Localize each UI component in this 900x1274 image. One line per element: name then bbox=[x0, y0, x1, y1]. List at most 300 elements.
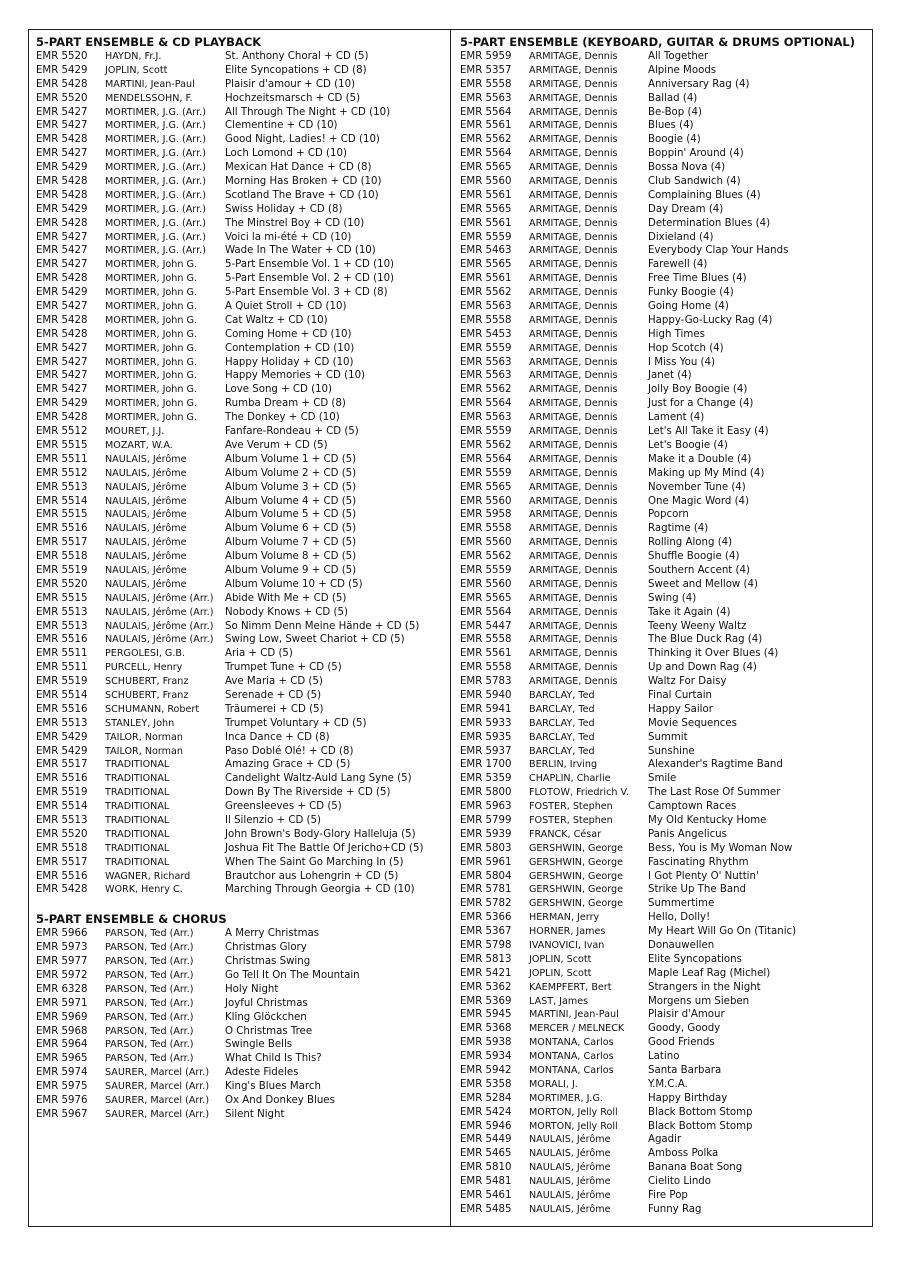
catalog-row bbox=[460, 1008, 868, 1022]
catalog-row bbox=[36, 661, 446, 675]
catalog-row bbox=[36, 550, 446, 564]
catalog-row bbox=[460, 1189, 868, 1203]
catalog-row bbox=[36, 703, 446, 717]
work-title: Final Curtain bbox=[648, 689, 712, 701]
work-title: Sunshine bbox=[648, 745, 695, 757]
composer-name: ARMITAGE, Dennis bbox=[529, 606, 618, 618]
work-title: Holy Night bbox=[225, 983, 279, 995]
work-title: Let's All Take it Easy (4) bbox=[648, 426, 769, 438]
composer-name: NAULAIS, Jérôme bbox=[529, 1148, 611, 1160]
catalog-row bbox=[460, 758, 868, 772]
composer-name: NAULAIS, Jérôme bbox=[105, 551, 187, 563]
catalog-code: EMR 5971 bbox=[36, 997, 88, 1009]
catalog-row bbox=[36, 495, 446, 509]
composer-name: ARMITAGE, Dennis bbox=[529, 481, 618, 493]
composer-name: NAULAIS, Jérôme bbox=[105, 537, 187, 549]
composer-name: ARMITAGE, Dennis bbox=[529, 370, 618, 382]
composer-name: NAULAIS, Jérôme bbox=[529, 1162, 611, 1174]
catalog-code: EMR 5559 bbox=[460, 342, 512, 354]
catalog-row bbox=[460, 661, 868, 675]
work-title: Träumerei + CD (5) bbox=[225, 703, 324, 715]
composer-name: NAULAIS, Jérôme bbox=[105, 509, 187, 521]
work-title: Love Song + CD (10) bbox=[225, 384, 333, 396]
catalog-code: EMR 5977 bbox=[36, 956, 88, 968]
work-title: Voici la mi-été + CD (10) bbox=[225, 231, 352, 243]
work-title: Christmas Swing bbox=[225, 956, 311, 968]
composer-name: SAURER, Marcel (Arr.) bbox=[105, 1081, 210, 1093]
catalog-code: EMR 5560 bbox=[460, 578, 512, 590]
catalog-code: EMR 5424 bbox=[460, 1106, 512, 1118]
catalog-code: EMR 5564 bbox=[460, 453, 512, 465]
catalog-row bbox=[460, 356, 868, 370]
catalog-code: EMR 5511 bbox=[36, 648, 88, 660]
catalog-code: EMR 5562 bbox=[460, 551, 512, 563]
work-title: Album Volume 7 + CD (5) bbox=[225, 537, 357, 549]
composer-name: PARSON, Ted (Arr.) bbox=[105, 1039, 194, 1051]
catalog-row bbox=[460, 967, 868, 981]
catalog-code: EMR 5935 bbox=[460, 731, 512, 743]
catalog-code: EMR 5362 bbox=[460, 981, 512, 993]
composer-name: BARCLAY, Ted bbox=[529, 717, 595, 729]
work-title: A Merry Christmas bbox=[225, 928, 320, 940]
work-title: Jolly Boy Boogie (4) bbox=[648, 384, 748, 396]
work-title: Silent Night bbox=[225, 1108, 285, 1120]
composer-name: ARMITAGE, Dennis bbox=[529, 217, 618, 229]
composer-name: MORTIMER, John G. bbox=[105, 342, 197, 354]
catalog-row bbox=[460, 383, 868, 397]
composer-name: ARMITAGE, Dennis bbox=[529, 148, 618, 160]
catalog-code: EMR 5561 bbox=[460, 273, 512, 285]
composer-name: NAULAIS, Jérôme bbox=[105, 523, 187, 535]
composer-name: ARMITAGE, Dennis bbox=[529, 245, 618, 257]
catalog-code: EMR 5564 bbox=[460, 106, 512, 118]
work-title: Joshua Fit The Battle Of Jericho+CD (5) bbox=[225, 842, 424, 854]
catalog-row bbox=[36, 522, 446, 536]
work-title: Paso Doblé Olé! + CD (8) bbox=[225, 745, 354, 757]
work-title: Go Tell It On The Mountain bbox=[225, 970, 360, 981]
composer-name: ARMITAGE, Dennis bbox=[529, 259, 618, 271]
work-title: Coming Home + CD (10) bbox=[225, 328, 352, 340]
composer-name: NAULAIS, Jérôme bbox=[529, 1190, 611, 1202]
work-title: Candelight Waltz-Auld Lang Syne (5) bbox=[225, 773, 412, 785]
composer-name: PARSON, Ted (Arr.) bbox=[105, 1025, 194, 1037]
composer-name: ARMITAGE, Dennis bbox=[529, 231, 618, 243]
catalog-row bbox=[36, 244, 446, 258]
work-title: Maple Leaf Rag (Michel) bbox=[648, 967, 771, 979]
catalog-code: EMR 5558 bbox=[460, 662, 512, 674]
catalog-code: EMR 5559 bbox=[460, 467, 512, 479]
work-title: Rumba Dream + CD (8) bbox=[225, 398, 346, 410]
composer-name: SCHUBERT, Franz bbox=[105, 689, 189, 701]
catalog-code: EMR 5519 bbox=[36, 787, 88, 799]
work-title: The Donkey + CD (10) bbox=[225, 412, 340, 424]
catalog-row bbox=[36, 1011, 446, 1025]
work-title: Cielito Lindo bbox=[648, 1176, 712, 1188]
catalog-row bbox=[36, 300, 446, 314]
catalog-row bbox=[36, 508, 446, 522]
catalog-row bbox=[36, 356, 446, 370]
catalog-row bbox=[460, 564, 868, 578]
catalog-row bbox=[460, 161, 868, 175]
work-title: Complaining Blues (4) bbox=[648, 189, 761, 201]
catalog-row bbox=[36, 731, 446, 745]
work-title: Bossa Nova (4) bbox=[648, 162, 726, 174]
catalog-code: EMR 5560 bbox=[460, 495, 512, 507]
work-title: Bess, You is My Woman Now bbox=[648, 842, 793, 854]
work-title: Fire Pop bbox=[648, 1190, 688, 1202]
work-title: Lament (4) bbox=[648, 412, 705, 424]
catalog-code: EMR 5958 bbox=[460, 509, 512, 521]
catalog-row bbox=[460, 481, 868, 495]
work-title: Just for a Change (4) bbox=[648, 398, 754, 410]
composer-name: MORTIMER, John G. bbox=[105, 287, 197, 299]
catalog-row bbox=[36, 161, 446, 175]
catalog-code: EMR 5563 bbox=[460, 412, 512, 424]
catalog-row bbox=[36, 314, 446, 328]
composer-name: CHAPLIN, Charlie bbox=[529, 773, 611, 785]
catalog-row bbox=[460, 50, 868, 64]
composer-name: ARMITAGE, Dennis bbox=[529, 314, 618, 326]
catalog-code: EMR 5485 bbox=[460, 1203, 512, 1215]
work-title: Clementine + CD (10) bbox=[225, 120, 338, 132]
catalog-row bbox=[460, 814, 868, 828]
catalog-row bbox=[460, 106, 868, 120]
composer-name: HERMAN, Jerry bbox=[529, 912, 600, 924]
composer-name: MORTIMER, J.G. (Arr.) bbox=[105, 231, 206, 243]
catalog-row bbox=[460, 342, 868, 356]
work-title: The Blue Duck Rag (4) bbox=[648, 634, 763, 646]
composer-name: ARMITAGE, Dennis bbox=[529, 564, 618, 576]
work-title: Trumpet Tune + CD (5) bbox=[225, 662, 342, 674]
catalog-row bbox=[36, 1080, 446, 1094]
catalog-row bbox=[460, 425, 868, 439]
catalog-code: EMR 5421 bbox=[460, 967, 512, 979]
catalog-code: EMR 5429 bbox=[36, 745, 88, 757]
work-title: Down By The Riverside + CD (5) bbox=[225, 787, 391, 799]
catalog-row bbox=[460, 1022, 868, 1036]
work-title: Farewell (4) bbox=[648, 259, 708, 271]
work-title: Amazing Grace + CD (5) bbox=[225, 759, 351, 771]
work-title: Good Friends bbox=[648, 1037, 715, 1049]
catalog-code: EMR 5516 bbox=[36, 523, 88, 535]
catalog-row bbox=[460, 244, 868, 258]
catalog-row bbox=[36, 633, 446, 647]
catalog-code: EMR 5563 bbox=[460, 370, 512, 382]
catalog-code: EMR 5565 bbox=[460, 592, 512, 604]
work-title: Morgens um Sieben bbox=[648, 995, 750, 1007]
catalog-row bbox=[36, 842, 446, 856]
catalog-code: EMR 5941 bbox=[460, 703, 512, 715]
catalog-code: EMR 5967 bbox=[36, 1108, 88, 1120]
work-title: Mexican Hat Dance + CD (8) bbox=[225, 162, 372, 174]
composer-name: ARMITAGE, Dennis bbox=[529, 134, 618, 146]
composer-name: NAULAIS, Jérôme (Arr.) bbox=[105, 592, 214, 604]
catalog-code: EMR 5961 bbox=[460, 856, 512, 868]
composer-name: TRADITIONAL bbox=[105, 801, 170, 813]
catalog-code: EMR 5463 bbox=[460, 245, 512, 257]
catalog-code: EMR 5520 bbox=[36, 828, 88, 840]
catalog-code: EMR 5357 bbox=[460, 64, 512, 76]
composer-name: MORTIMER, John G. bbox=[105, 314, 197, 326]
composer-name: ARMITAGE, Dennis bbox=[529, 412, 618, 424]
catalog-code: EMR 5565 bbox=[460, 259, 512, 271]
composer-name: MORTIMER, John G. bbox=[105, 301, 197, 313]
work-title: The Last Rose Of Summer bbox=[648, 787, 781, 799]
work-title: Album Volume 4 + CD (5) bbox=[225, 495, 357, 507]
catalog-row bbox=[460, 522, 868, 536]
composer-name: JOPLIN, Scott bbox=[529, 967, 592, 979]
composer-name: ARMITAGE, Dennis bbox=[529, 509, 618, 521]
work-title: Banana Boat Song bbox=[648, 1162, 743, 1174]
composer-name: FOSTER, Stephen bbox=[529, 814, 613, 826]
work-title: Camptown Races bbox=[648, 801, 737, 813]
catalog-code: EMR 5427 bbox=[36, 342, 88, 354]
work-title: Joyful Christmas bbox=[225, 997, 308, 1009]
catalog-row bbox=[36, 258, 446, 272]
composer-name: ARMITAGE, Dennis bbox=[529, 120, 618, 132]
work-title: Making up My Mind (4) bbox=[648, 467, 765, 479]
composer-name: WORK, Henry C. bbox=[105, 884, 183, 896]
work-title: Club Sandwich (4) bbox=[648, 176, 741, 188]
catalog-code: EMR 5782 bbox=[460, 898, 512, 910]
catalog-code: EMR 5428 bbox=[36, 134, 88, 146]
catalog-code: EMR 5813 bbox=[460, 953, 512, 965]
composer-name: NAULAIS, Jérôme bbox=[105, 453, 187, 465]
catalog-code: EMR 5427 bbox=[36, 370, 88, 382]
work-title: Fanfare-Rondeau + CD (5) bbox=[225, 426, 359, 438]
catalog-code: EMR 5562 bbox=[460, 384, 512, 396]
catalog-code: EMR 5427 bbox=[36, 259, 88, 271]
section-heading-chorus: 5-PART ENSEMBLE & CHORUS bbox=[36, 912, 227, 927]
work-title: Make it a Double (4) bbox=[648, 453, 752, 465]
catalog-code: EMR 5427 bbox=[36, 148, 88, 160]
composer-name: ARMITAGE, Dennis bbox=[529, 426, 618, 438]
work-title: Movie Sequences bbox=[648, 717, 737, 729]
catalog-row bbox=[36, 481, 446, 495]
catalog-row bbox=[460, 258, 868, 272]
catalog-code: EMR 5427 bbox=[36, 106, 88, 118]
catalog-row bbox=[36, 564, 446, 578]
catalog-code: EMR 5561 bbox=[460, 189, 512, 201]
composer-name: MORTIMER, John G. bbox=[105, 328, 197, 340]
work-title: Alpine Moods bbox=[648, 64, 717, 76]
work-title: Swing Low, Sweet Chariot + CD (5) bbox=[225, 634, 405, 646]
composer-name: TRADITIONAL bbox=[105, 759, 170, 771]
composer-name: NAULAIS, Jérôme bbox=[105, 467, 187, 479]
catalog-row bbox=[36, 786, 446, 800]
catalog-code: EMR 5429 bbox=[36, 162, 88, 174]
work-title: Santa Barbara bbox=[648, 1065, 722, 1077]
work-title: A Quiet Stroll + CD (10) bbox=[225, 301, 347, 313]
composer-name: NAULAIS, Jérôme (Arr.) bbox=[105, 606, 214, 618]
catalog-row bbox=[460, 133, 868, 147]
catalog-code: EMR 5447 bbox=[460, 620, 512, 632]
catalog-code: EMR 5519 bbox=[36, 564, 88, 576]
work-title: Album Volume 5 + CD (5) bbox=[225, 509, 357, 521]
catalog-row bbox=[36, 272, 446, 286]
catalog-row bbox=[460, 745, 868, 759]
composer-name: ARMITAGE, Dennis bbox=[529, 106, 618, 118]
work-title: Hop Scotch (4) bbox=[648, 342, 724, 354]
catalog-row bbox=[460, 1161, 868, 1175]
composer-name: MARTINI, Jean-Paul bbox=[529, 1009, 619, 1021]
catalog-row bbox=[460, 981, 868, 995]
catalog-row bbox=[36, 800, 446, 814]
catalog-code: EMR 5939 bbox=[460, 828, 512, 840]
catalog-code: EMR 5974 bbox=[36, 1067, 88, 1079]
catalog-code: EMR 5428 bbox=[36, 189, 88, 201]
composer-name: LAST, James bbox=[529, 995, 589, 1007]
composer-name: WAGNER, Richard bbox=[105, 870, 191, 882]
catalog-code: EMR 5429 bbox=[36, 287, 88, 299]
work-title: Happy Birthday bbox=[648, 1092, 728, 1104]
composer-name: ARMITAGE, Dennis bbox=[529, 592, 618, 604]
work-title: Hochzeitsmarsch + CD (5) bbox=[225, 92, 361, 104]
catalog-row bbox=[460, 1133, 868, 1147]
work-title: What Child Is This? bbox=[225, 1053, 322, 1065]
catalog-code: EMR 5516 bbox=[36, 773, 88, 785]
composer-name: SCHUBERT, Franz bbox=[105, 676, 189, 688]
catalog-code: EMR 5518 bbox=[36, 551, 88, 563]
work-title: 5-Part Ensemble Vol. 3 + CD (8) bbox=[225, 287, 388, 299]
catalog-code: EMR 5564 bbox=[460, 148, 512, 160]
composer-name: MORTON, Jelly Roll bbox=[529, 1120, 618, 1132]
composer-name: TRADITIONAL bbox=[105, 828, 170, 840]
work-title: My Old Kentucky Home bbox=[648, 814, 767, 826]
work-title: Plaisir d'amour + CD (10) bbox=[225, 78, 356, 90]
work-title: Boppin' Around (4) bbox=[648, 148, 744, 160]
composer-name: ARMITAGE, Dennis bbox=[529, 439, 618, 451]
composer-name: TRADITIONAL bbox=[105, 842, 170, 854]
catalog-row bbox=[36, 397, 446, 411]
catalog-code: EMR 5520 bbox=[36, 51, 88, 62]
composer-name: MARTINI, Jean-Paul bbox=[105, 78, 195, 90]
catalog-code: EMR 5358 bbox=[460, 1078, 512, 1090]
work-title: King's Blues March bbox=[225, 1081, 321, 1093]
catalog-row bbox=[460, 467, 868, 481]
work-title: Blues (4) bbox=[648, 120, 694, 132]
catalog-code: EMR 5513 bbox=[36, 606, 88, 618]
composer-name: KAEMPFERT, Bert bbox=[529, 981, 612, 993]
work-title: Happy-Go-Lucky Rag (4) bbox=[648, 314, 773, 326]
composer-name: ARMITAGE, Dennis bbox=[529, 287, 618, 299]
catalog-row bbox=[460, 620, 868, 634]
composer-name: GERSHWIN, George bbox=[529, 856, 624, 868]
work-title: Trumpet Voluntary + CD (5) bbox=[225, 717, 367, 729]
catalog-code: EMR 5518 bbox=[36, 842, 88, 854]
composer-name: NAULAIS, Jérôme bbox=[105, 481, 187, 493]
catalog-row bbox=[36, 231, 446, 245]
composer-name: MORTIMER, John G. bbox=[105, 398, 197, 410]
catalog-row bbox=[460, 147, 868, 161]
catalog-row bbox=[36, 772, 446, 786]
catalog-code: EMR 5511 bbox=[36, 662, 88, 674]
work-title: Album Volume 9 + CD (5) bbox=[225, 564, 357, 576]
catalog-row bbox=[36, 856, 446, 870]
composer-name: FOSTER, Stephen bbox=[529, 801, 613, 813]
catalog-row bbox=[36, 1066, 446, 1080]
catalog-row bbox=[36, 1108, 446, 1122]
catalog-row bbox=[36, 369, 446, 383]
composer-name: GERSHWIN, George bbox=[529, 898, 624, 910]
catalog-code: EMR 5516 bbox=[36, 870, 88, 882]
composer-name: JOPLIN, Scott bbox=[105, 64, 168, 76]
catalog-row bbox=[460, 939, 868, 953]
catalog-code: EMR 5800 bbox=[460, 787, 512, 799]
catalog-code: EMR 5428 bbox=[36, 217, 88, 229]
composer-name: ARMITAGE, Dennis bbox=[529, 537, 618, 549]
work-title: Elite Syncopations bbox=[648, 953, 742, 965]
work-title: All Through The Night + CD (10) bbox=[225, 106, 391, 118]
catalog-row bbox=[36, 647, 446, 661]
catalog-code: EMR 5560 bbox=[460, 537, 512, 549]
composer-name: TRADITIONAL bbox=[105, 814, 170, 826]
catalog-row bbox=[460, 1147, 868, 1161]
work-title: Day Dream (4) bbox=[648, 203, 724, 215]
composer-name: TAILOR, Norman bbox=[105, 731, 183, 743]
composer-name: ARMITAGE, Dennis bbox=[529, 301, 618, 313]
catalog-row bbox=[460, 1064, 868, 1078]
catalog-row bbox=[36, 411, 446, 425]
catalog-code: EMR 5516 bbox=[36, 703, 88, 715]
catalog-row bbox=[460, 1050, 868, 1064]
composer-name: ARMITAGE, Dennis bbox=[529, 620, 618, 632]
catalog-code: EMR 5799 bbox=[460, 814, 512, 826]
work-title: Summit bbox=[648, 731, 688, 743]
catalog-row bbox=[36, 592, 446, 606]
catalog-row bbox=[460, 689, 868, 703]
catalog-row bbox=[36, 606, 446, 620]
catalog-code: EMR 5559 bbox=[460, 426, 512, 438]
work-title: Ballad (4) bbox=[648, 92, 698, 104]
catalog-row bbox=[36, 189, 446, 203]
section-heading-keyboard-guitar-drums: 5-PART ENSEMBLE (KEYBOARD, GUITAR & DRUMS OPTIONAL) bbox=[460, 35, 855, 49]
work-title: Il Silenzio + CD (5) bbox=[225, 814, 321, 826]
catalog-row bbox=[460, 995, 868, 1009]
composer-name: MORTIMER, John G. bbox=[105, 412, 197, 424]
catalog-row bbox=[36, 870, 446, 884]
catalog-row bbox=[36, 106, 446, 120]
composer-name: ARMITAGE, Dennis bbox=[529, 523, 618, 535]
composer-name: NAULAIS, Jérôme bbox=[105, 495, 187, 507]
composer-name: GERSHWIN, George bbox=[529, 842, 624, 854]
catalog-code: EMR 5465 bbox=[460, 1148, 512, 1160]
catalog-code: EMR 5516 bbox=[36, 634, 88, 646]
work-title: Nobody Knows + CD (5) bbox=[225, 606, 348, 618]
catalog-code: EMR 5563 bbox=[460, 356, 512, 368]
catalog-row bbox=[460, 786, 868, 800]
catalog-row bbox=[36, 955, 446, 969]
work-title: Inca Dance + CD (8) bbox=[225, 731, 330, 743]
work-title: Loch Lomond + CD (10) bbox=[225, 148, 347, 160]
work-title: When The Saint Go Marching In (5) bbox=[225, 856, 404, 868]
work-title: Donauwellen bbox=[648, 940, 715, 951]
work-title: Take it Again (4) bbox=[648, 606, 731, 618]
catalog-code: EMR 5513 bbox=[36, 481, 88, 493]
composer-name: STANLEY, John bbox=[105, 717, 175, 729]
catalog-code: EMR 5429 bbox=[36, 64, 88, 76]
catalog-row bbox=[460, 925, 868, 939]
work-title: Morning Has Broken + CD (10) bbox=[225, 176, 382, 188]
composer-name: SCHUMANN, Robert bbox=[105, 703, 200, 715]
work-title: Brautchor aus Lohengrin + CD (5) bbox=[225, 870, 399, 882]
composer-name: NAULAIS, Jérôme bbox=[529, 1134, 611, 1146]
work-title: Alexander's Ragtime Band bbox=[648, 759, 783, 771]
catalog-row bbox=[460, 883, 868, 897]
work-title: Southern Accent (4) bbox=[648, 564, 750, 576]
work-title: Swing (4) bbox=[648, 592, 697, 604]
composer-name: MORTIMER, J.G. (Arr.) bbox=[105, 162, 206, 174]
